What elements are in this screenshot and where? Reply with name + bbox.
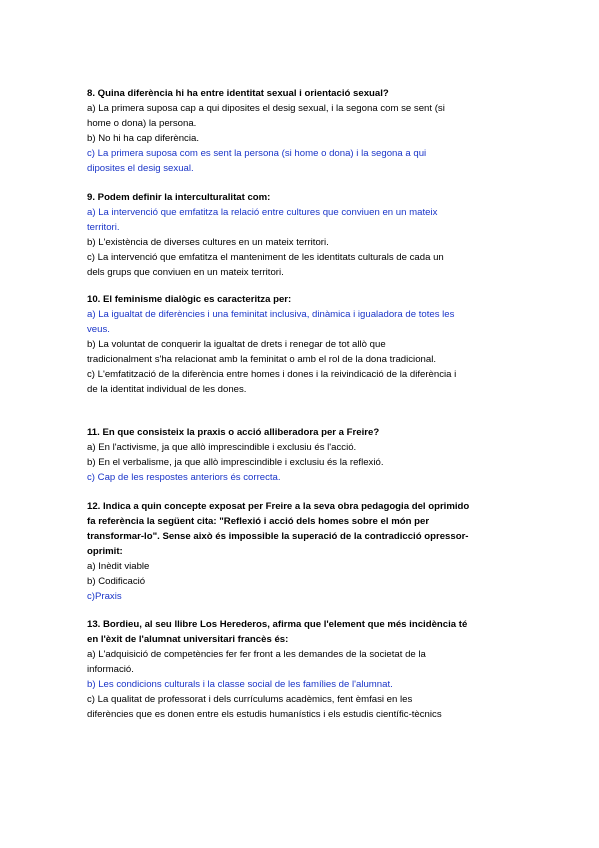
answer-line: tradicionalment s'ha relacionat amb la feminitat o amb el rol de la dona tradicional. bbox=[87, 354, 436, 365]
answer-option-c bbox=[87, 250, 515, 280]
question-title: oprimit: bbox=[87, 546, 123, 557]
question-title: 8. Quina diferència hi ha entre identitat sexual i orientació sexual? bbox=[87, 88, 389, 99]
answer-line: c) Cap de les respostes anteriors és correcta. bbox=[87, 472, 281, 483]
answer-option-b bbox=[87, 131, 515, 146]
answer-line: diposites el desig sexual. bbox=[87, 163, 194, 174]
answer-line: a) En l'activisme, ja que allò imprescindible i exclusiu és l'acció. bbox=[87, 442, 357, 453]
answer-option-a-correct bbox=[87, 205, 515, 235]
question-13 bbox=[87, 617, 515, 722]
answer-line: a) La primera suposa cap a qui diposites el desig sexual, i la segona com se sent (si bbox=[87, 103, 445, 114]
answer-option-a bbox=[87, 559, 515, 574]
answer-option-c-correct bbox=[87, 470, 515, 485]
answer-option-b bbox=[87, 337, 515, 367]
question-title: 11. En que consisteix la praxis o acció alliberadora per a Freire? bbox=[87, 427, 380, 438]
answer-option-c bbox=[87, 692, 515, 722]
answer-line: dels grups que conviuen en un mateix territori. bbox=[87, 267, 284, 278]
question-title: 10. El feminisme dialògic es caracteritza per: bbox=[87, 294, 292, 305]
answer-line: c) L'emfatització de la diferència entre homes i dones i la reivindicació de la diferència i bbox=[87, 369, 457, 380]
answer-option-b bbox=[87, 574, 515, 589]
answer-line: home o dona) la persona. bbox=[87, 118, 197, 129]
answer-line: b) L'existència de diverses cultures en un mateix territori. bbox=[87, 237, 329, 248]
answer-option-b-correct bbox=[87, 677, 515, 692]
answer-line: a) Inèdit viable bbox=[87, 561, 150, 572]
answer-line: c) La intervenció que emfatitza el manteniment de les identitats culturals de cada un bbox=[87, 252, 444, 263]
answer-option-a-correct bbox=[87, 307, 515, 337]
question-10 bbox=[87, 292, 515, 397]
answer-line: informació. bbox=[87, 664, 134, 675]
answer-line: b) No hi ha cap diferència. bbox=[87, 133, 199, 144]
answer-option-b bbox=[87, 235, 515, 250]
answer-line: c)Praxis bbox=[87, 591, 122, 602]
answer-line: b) En el verbalisme, ja que allò imprescindible i exclusiu és la reflexió. bbox=[87, 457, 384, 468]
answer-line: c) La primera suposa com es sent la persona (si home o dona) i la segona a qui bbox=[87, 148, 427, 159]
answer-option-a bbox=[87, 101, 515, 131]
answer-line: a) La intervenció que emfatitza la relació entre cultures que conviuen en un mateix bbox=[87, 207, 438, 218]
answer-option-a bbox=[87, 647, 515, 677]
answer-line: a) L'adquisició de competències fer fer front a les demandes de la societat de la bbox=[87, 649, 426, 660]
question-9 bbox=[87, 190, 515, 280]
answer-option-b bbox=[87, 455, 515, 470]
answer-line: de la identitat individual de les dones. bbox=[87, 384, 247, 395]
answer-option-a bbox=[87, 440, 515, 455]
question-title: 12. Indica a quin concepte exposat per Freire a la seva obra pedagogia del oprimido bbox=[87, 501, 470, 512]
answer-option-c bbox=[87, 367, 515, 397]
question-title: en l'èxit de l'alumnat universitari francès és: bbox=[87, 634, 289, 645]
answer-line: b) La voluntat de conquerir la igualtat de drets i renegar de tot allò que bbox=[87, 339, 386, 350]
question-12 bbox=[87, 499, 515, 604]
question-11 bbox=[87, 425, 515, 485]
question-title: 9. Podem definir la interculturalitat com: bbox=[87, 192, 271, 203]
question-title: transformar-lo". Sense això és impossible la superació de la contradicció opressor- bbox=[87, 531, 469, 542]
answer-line: territori. bbox=[87, 222, 120, 233]
question-8 bbox=[87, 86, 515, 176]
answer-line: b) Les condicions culturals i la classe social de les famílies de l'alumnat. bbox=[87, 679, 393, 690]
answer-line: veus. bbox=[87, 324, 110, 335]
answer-option-c-correct bbox=[87, 146, 515, 176]
question-title: fa referència la següent cita: "Reflexió i acció dels homes sobre el món per bbox=[87, 516, 430, 527]
answer-line: diferències que es donen entre els estudis humanístics i els estudis científic-tècnics bbox=[87, 709, 442, 720]
question-title: 13. Bordieu, al seu llibre Los Herederos, afirma que l'element que més incidència té bbox=[87, 619, 468, 630]
answer-line: c) La qualitat de professorat i dels currículums acadèmics, fent èmfasi en les bbox=[87, 694, 413, 705]
answer-option-c-correct bbox=[87, 589, 515, 604]
answer-line: b) Codificació bbox=[87, 576, 146, 587]
answer-line: a) La igualtat de diferències i una feminitat inclusiva, dinàmica i igualadora de totes les bbox=[87, 309, 455, 320]
